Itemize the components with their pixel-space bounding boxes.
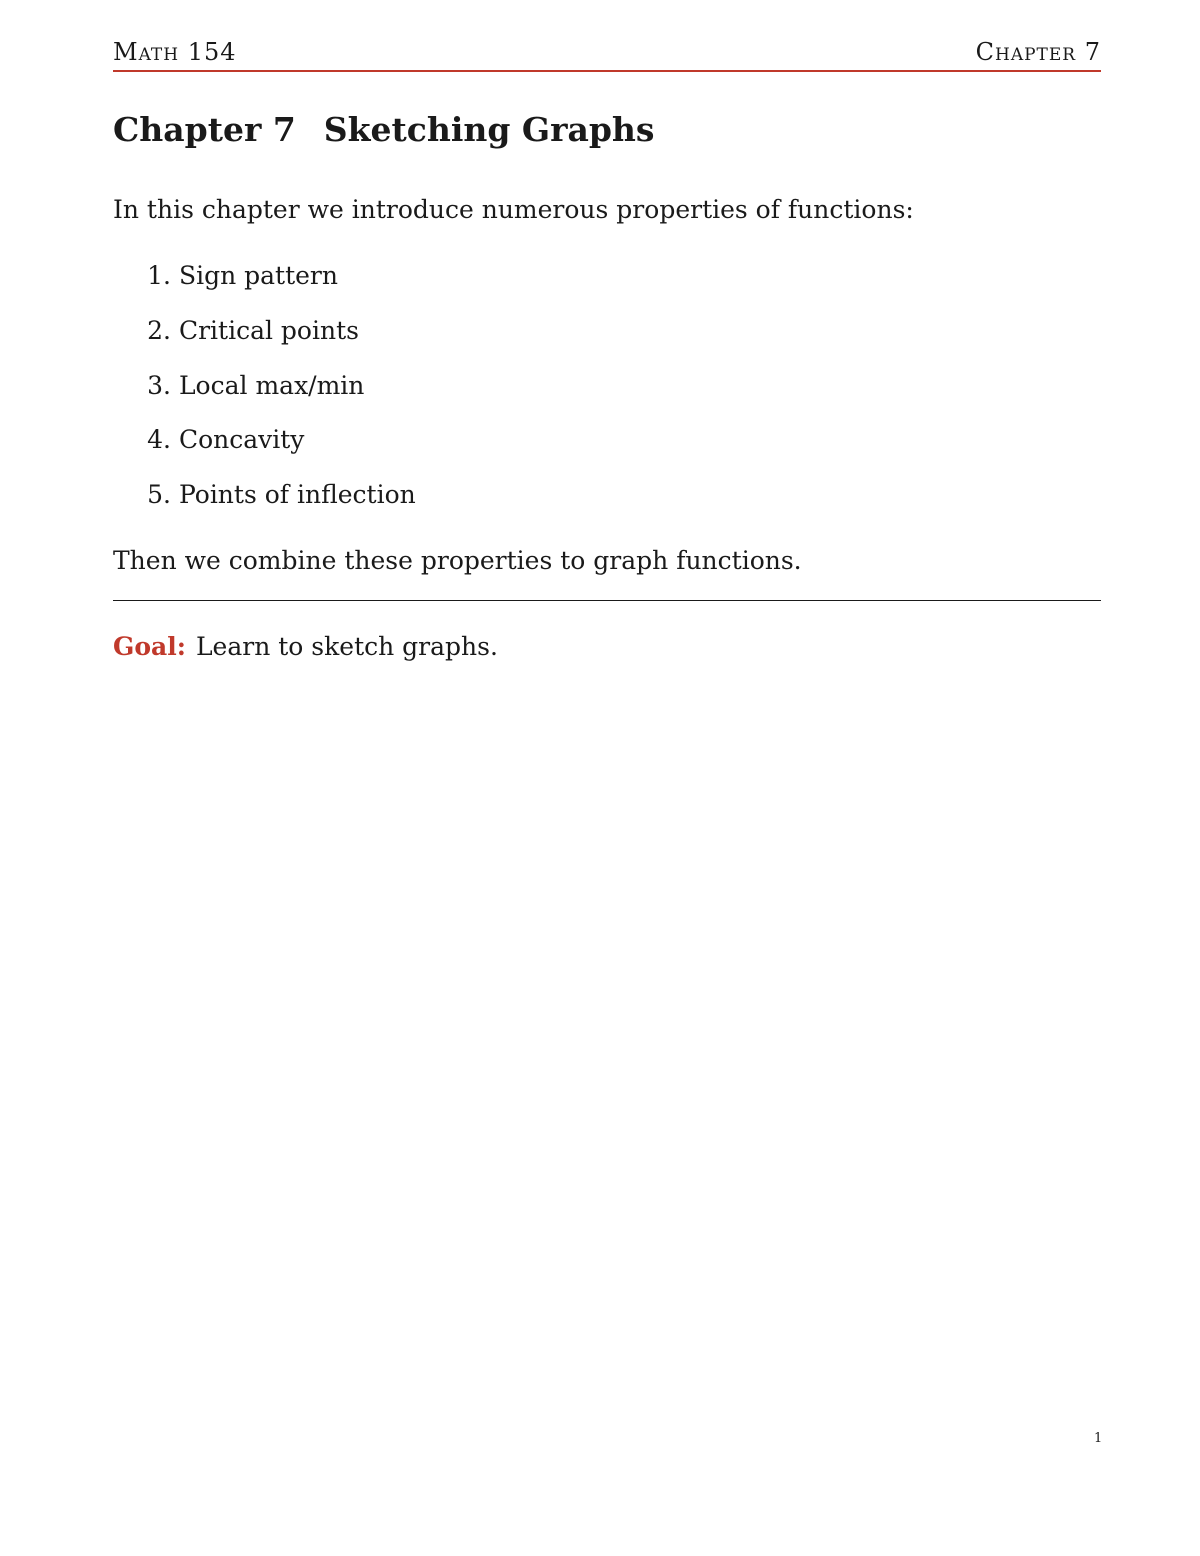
- goal-label: Goal:: [113, 632, 186, 661]
- intro-paragraph: In this chapter we introduce numerous properties of functions:: [113, 195, 914, 224]
- list-item: [113, 368, 416, 423]
- list-item-label: Critical points: [178, 315, 359, 345]
- conclusion-paragraph: Then we combine these properties to graph functions.: [113, 546, 802, 575]
- header-chapter: Chapter 7: [975, 38, 1101, 66]
- list-item: [113, 313, 416, 368]
- chapter-title: [113, 108, 655, 152]
- list-item: [113, 258, 416, 313]
- chapter-name: Sketching Graphs: [323, 110, 655, 149]
- list-item: [113, 422, 416, 477]
- list-item-label: Points of inflection: [178, 480, 416, 509]
- chapter-number: Chapter 7: [113, 110, 296, 149]
- list-item-number: 4.: [147, 425, 171, 455]
- list-item-number: 1.: [147, 261, 171, 290]
- document-page: [113, 0, 1101, 1556]
- header-course: Math 154: [113, 38, 237, 66]
- page-number: 1: [1094, 1431, 1103, 1446]
- goal-statement: [113, 629, 498, 665]
- list-item-label: Local max/min: [178, 370, 365, 400]
- list-item-number: 3.: [147, 370, 171, 400]
- list-item: [113, 477, 416, 532]
- running-header: [113, 36, 1101, 72]
- properties-list: [113, 258, 416, 532]
- goal-text: Learn to sketch graphs.: [195, 632, 498, 661]
- list-item-number: 2.: [147, 315, 171, 345]
- horizontal-rule: [113, 600, 1101, 601]
- list-item-label: Sign pattern: [178, 261, 338, 290]
- list-item-number: 5.: [147, 480, 171, 509]
- list-item-label: Concavity: [178, 425, 305, 455]
